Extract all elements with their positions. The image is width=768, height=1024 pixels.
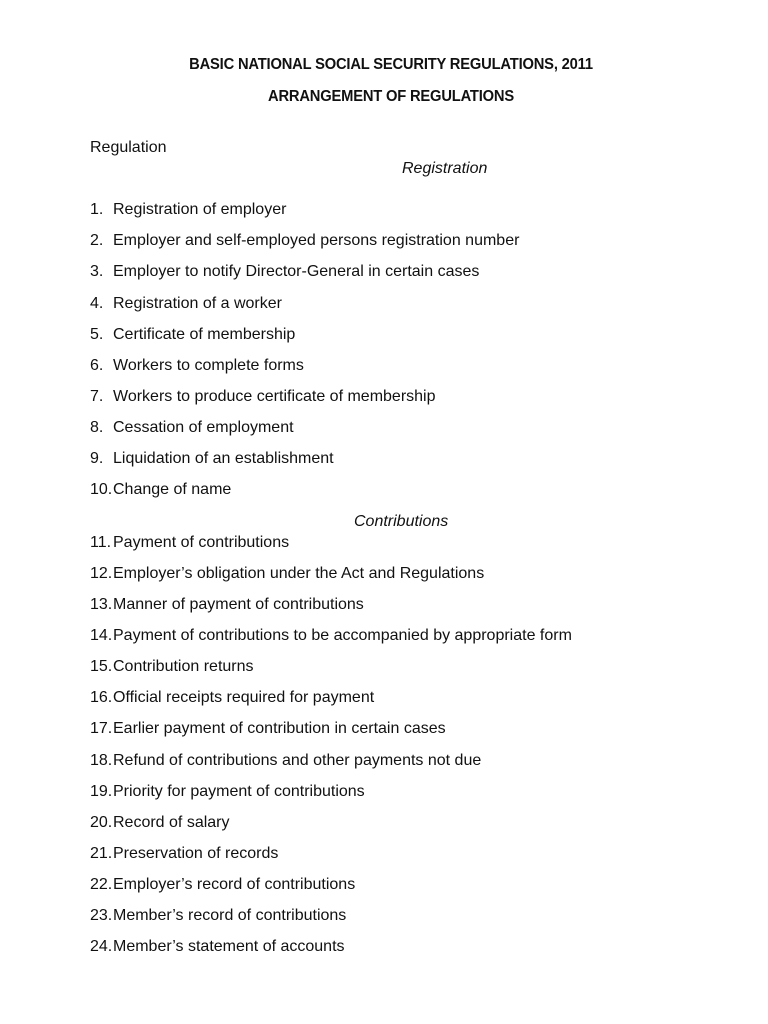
- list-item: [90, 388, 436, 406]
- item-number: 23.: [90, 907, 113, 924]
- item-number: 20.: [90, 814, 113, 831]
- item-number: 21.: [90, 845, 113, 862]
- list-item: [90, 783, 365, 801]
- item-number: 10.: [90, 481, 113, 498]
- list-item: [90, 419, 294, 437]
- item-text: Earlier payment of contribution in certain cases: [113, 720, 446, 737]
- item-number: 8.: [90, 419, 104, 436]
- item-number: 13.: [90, 596, 113, 613]
- list-item: [90, 534, 289, 552]
- item-number: 5.: [90, 326, 104, 343]
- item-number: 18.: [90, 752, 113, 769]
- item-number: 2.: [90, 232, 104, 249]
- item-text: Employer to notify Director-General in certain cases: [113, 263, 480, 280]
- list-item: [90, 814, 230, 832]
- item-number: 3.: [90, 263, 104, 280]
- item-text: Registration of a worker: [113, 295, 282, 312]
- item-text: Employer’s record of contributions: [113, 876, 356, 893]
- item-number: 6.: [90, 357, 104, 374]
- item-text: Workers to produce certificate of membership: [113, 388, 436, 405]
- item-text: Manner of payment of contributions: [113, 596, 364, 613]
- item-text: Refund of contributions and other payments not due: [113, 752, 482, 769]
- list-item: [90, 720, 446, 738]
- list-item: [90, 232, 519, 250]
- document-subtitle: ARRANGEMENT OF REGULATIONS: [267, 88, 514, 105]
- section-heading-registration: Registration: [402, 160, 488, 177]
- list-item: [90, 565, 484, 583]
- item-text: Payment of contributions: [113, 534, 290, 551]
- item-text: Official receipts required for payment: [113, 689, 375, 706]
- item-text: Registration of employer: [113, 201, 287, 218]
- item-text: Cessation of employment: [113, 419, 294, 436]
- column-heading: Regulation: [90, 139, 167, 156]
- list-item: [90, 263, 479, 281]
- list-item: [90, 907, 346, 925]
- item-number: 16.: [90, 689, 113, 706]
- list-item: [90, 658, 254, 676]
- list-item: [90, 752, 481, 770]
- list-item: [90, 938, 345, 956]
- item-number: 14.: [90, 627, 113, 644]
- list-item: [90, 481, 231, 499]
- item-number: 22.: [90, 876, 113, 893]
- item-text: Payment of contributions to be accompanied by appropriate form: [113, 627, 572, 644]
- item-text: Priority for payment of contributions: [113, 783, 365, 800]
- item-text: Certificate of membership: [113, 326, 296, 343]
- item-number: 1.: [90, 201, 104, 218]
- list-item: [90, 876, 355, 894]
- item-number: 19.: [90, 783, 113, 800]
- item-number: 15.: [90, 658, 113, 675]
- list-item: [90, 845, 278, 863]
- item-text: Change of name: [113, 481, 232, 498]
- list-item: [90, 295, 282, 313]
- document-title: BASIC NATIONAL SOCIAL SECURITY REGULATIONS, 2011: [189, 56, 593, 73]
- section-heading-contributions: Contributions: [354, 513, 449, 530]
- item-text: Member’s record of contributions: [113, 907, 347, 924]
- item-number: 9.: [90, 450, 104, 467]
- item-text: Member’s statement of accounts: [113, 938, 345, 955]
- item-number: 12.: [90, 565, 113, 582]
- item-text: Record of salary: [113, 814, 230, 831]
- item-text: Liquidation of an establishment: [113, 450, 334, 467]
- item-text: Employer and self-employed persons registration number: [113, 232, 520, 249]
- item-text: Workers to complete forms: [113, 357, 304, 374]
- item-text: Employer’s obligation under the Act and Regulations: [113, 565, 485, 582]
- item-text: Preservation of records: [113, 845, 279, 862]
- list-item: [90, 596, 364, 614]
- item-number: 24.: [90, 938, 113, 955]
- item-number: 11.: [90, 534, 112, 551]
- list-item: [90, 450, 334, 468]
- item-number: 4.: [90, 295, 104, 312]
- list-item: [90, 357, 304, 375]
- list-item: [90, 326, 295, 344]
- list-item: [90, 689, 374, 707]
- list-item: [90, 627, 572, 645]
- list-item: [90, 201, 286, 219]
- item-number: 7.: [90, 388, 104, 405]
- item-number: 17.: [90, 720, 113, 737]
- item-text: Contribution returns: [113, 658, 254, 675]
